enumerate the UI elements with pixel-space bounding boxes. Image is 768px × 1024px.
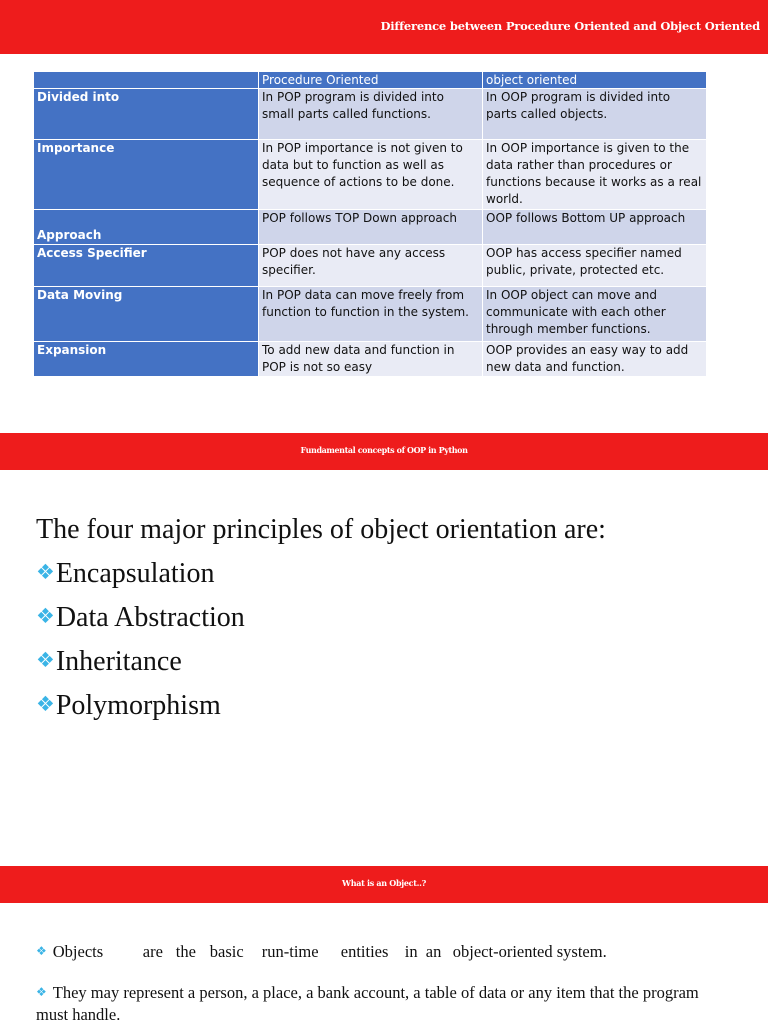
principle-polymorphism: Polymorphism xyxy=(55,690,221,721)
slide-header-banner xyxy=(0,866,768,903)
slide-header-title: What is an Object..? xyxy=(342,878,426,888)
principle-encapsulation: Encapsulation xyxy=(55,558,215,589)
object-description xyxy=(36,940,726,1024)
row-label: Divided into xyxy=(34,89,259,140)
oop-cell: In OOP importance is given to the data rather than procedures or functions because it works as a real world. xyxy=(483,140,707,210)
pop-cell: To add new data and function in POP is not so easy xyxy=(259,342,483,377)
slide-pop-vs-oop xyxy=(0,0,768,400)
diamond-bullet-icon: ❖ xyxy=(36,560,55,584)
word: are xyxy=(142,942,163,961)
principles-block xyxy=(36,509,606,727)
principle-inheritance: Inheritance xyxy=(55,646,182,677)
diamond-bullet-icon: ❖ xyxy=(36,985,47,999)
slide-header-title: Difference between Procedure Oriented and Object Oriented xyxy=(380,19,760,33)
table-row xyxy=(34,89,707,140)
row-label: Approach xyxy=(34,210,259,245)
diamond-bullet-icon: ❖ xyxy=(36,692,55,716)
table-row xyxy=(34,342,707,377)
list-item xyxy=(36,683,606,727)
slide-header-title: Fundamental concepts of OOP in Python xyxy=(300,445,468,455)
word: the xyxy=(175,942,196,961)
pop-cell: In POP program is divided into small parts called functions. xyxy=(259,89,483,140)
slide-what-is-object xyxy=(0,866,768,1024)
word: Objects xyxy=(52,942,104,961)
oop-cell: OOP follows Bottom UP approach xyxy=(483,210,707,245)
table-row xyxy=(34,210,707,245)
word: in xyxy=(404,942,418,961)
paragraph-objects xyxy=(36,940,726,963)
column-header-pop: Procedure Oriented xyxy=(259,72,483,89)
diamond-bullet-icon: ❖ xyxy=(36,944,47,958)
word: entities xyxy=(340,942,389,961)
row-label: Expansion xyxy=(34,342,259,377)
word: run-time xyxy=(261,942,319,961)
row-label: Data Moving xyxy=(34,287,259,342)
list-item xyxy=(36,551,606,595)
slide-oop-principles xyxy=(0,433,768,828)
paragraph-text: They may represent a person, a place, a bank account, a table of data or any item that the program must handle. xyxy=(36,983,699,1024)
pop-cell: In POP importance is not given to data but to function as well as sequence of actions to be done. xyxy=(259,140,483,210)
pop-cell: POP follows TOP Down approach xyxy=(259,210,483,245)
oop-cell: OOP has access specifier named public, private, protected etc. xyxy=(483,245,707,287)
row-label: Importance xyxy=(34,140,259,210)
pop-cell: In POP data can move freely from function to function in the system. xyxy=(259,287,483,342)
diamond-bullet-icon: ❖ xyxy=(36,604,55,628)
table-header-row xyxy=(34,72,707,89)
pop-cell: POP does not have any access specifier. xyxy=(259,245,483,287)
oop-cell: In OOP object can move and communicate with each other through member functions. xyxy=(483,287,707,342)
list-item xyxy=(36,595,606,639)
row-label: Access Specifier xyxy=(34,245,259,287)
principles-intro: The four major principles of object orientation are: xyxy=(36,514,606,545)
comparison-table xyxy=(33,71,707,377)
diamond-bullet-icon: ❖ xyxy=(36,648,55,672)
table-row xyxy=(34,140,707,210)
list-item xyxy=(36,639,606,683)
column-header-oop: object oriented xyxy=(483,72,707,89)
table-row xyxy=(34,287,707,342)
column-header-blank xyxy=(34,72,259,89)
word: an xyxy=(425,942,442,961)
principles-list xyxy=(36,551,606,727)
slide-header-banner xyxy=(0,0,768,54)
principle-data-abstraction: Data Abstraction xyxy=(55,602,245,633)
paragraph-represent xyxy=(36,981,726,1024)
oop-cell: OOP provides an easy way to add new data and function. xyxy=(483,342,707,377)
word: object-oriented system. xyxy=(452,942,607,961)
slide-header-banner xyxy=(0,433,768,470)
word: basic xyxy=(209,942,244,961)
oop-cell: In OOP program is divided into parts called objects. xyxy=(483,89,707,140)
table-row xyxy=(34,245,707,287)
